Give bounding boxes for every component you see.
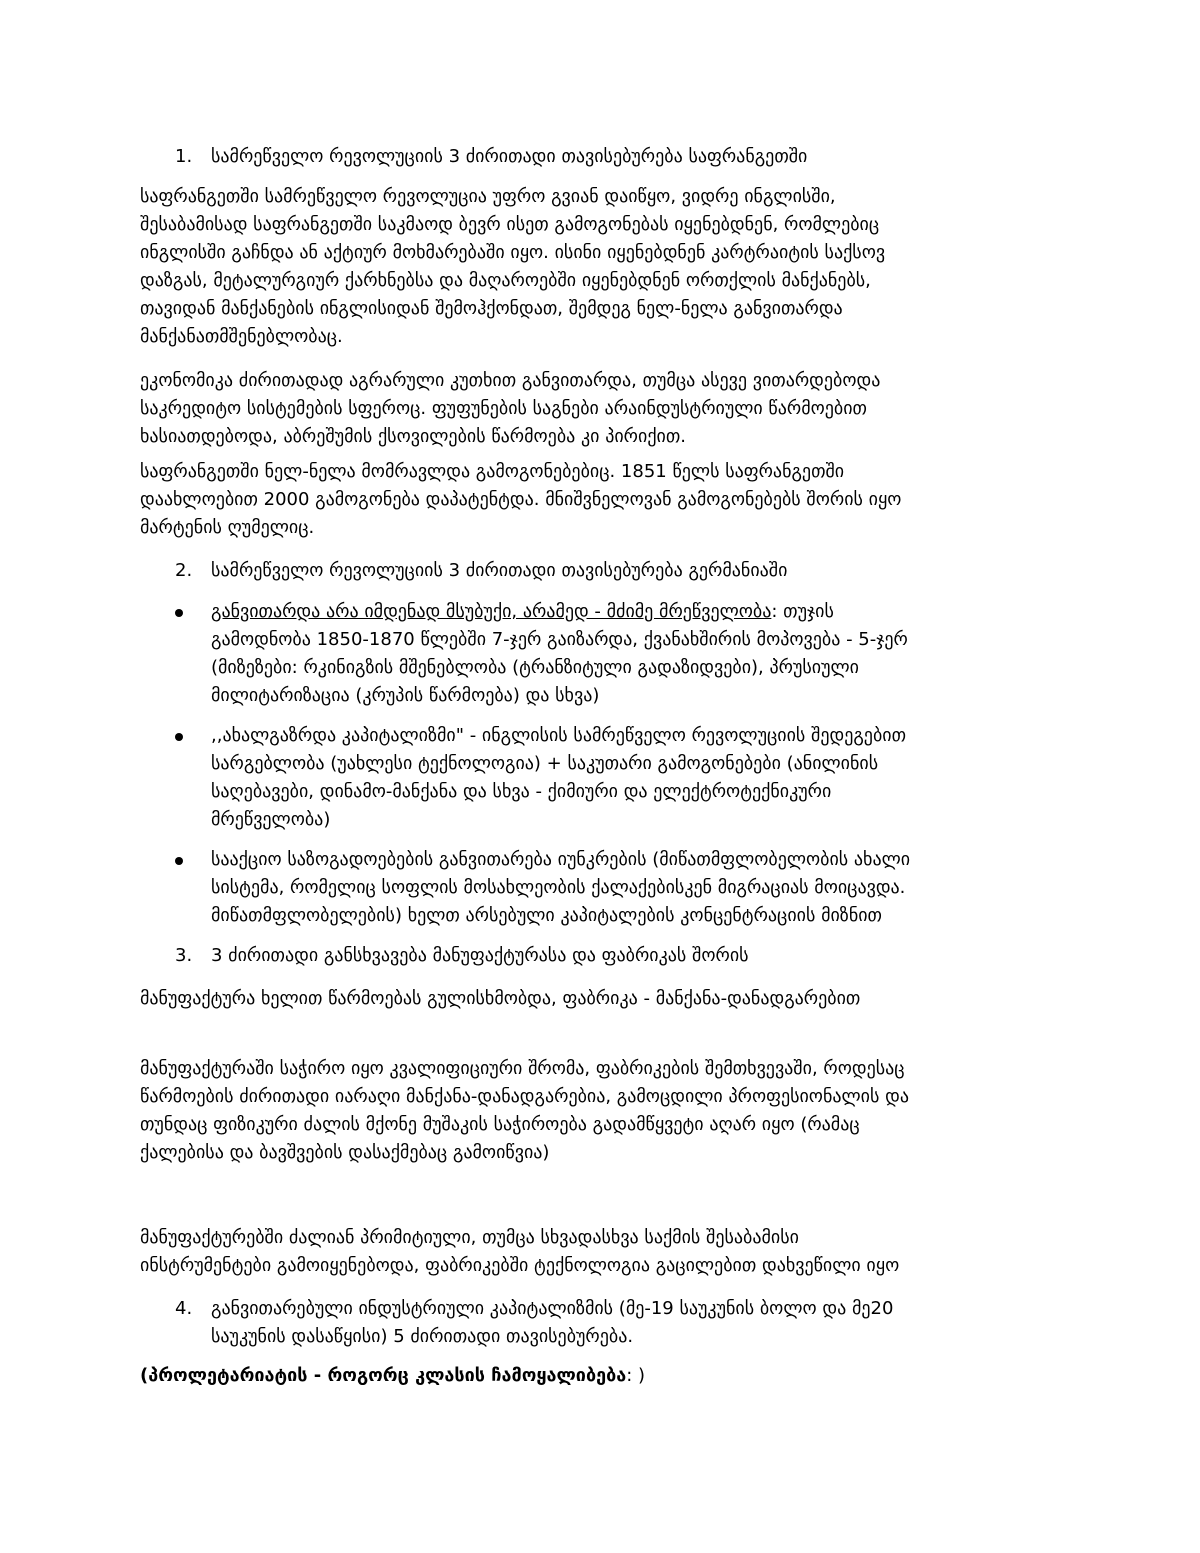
text-line: შესაბამისად საფრანგეთში საკმაოდ ბევრ ისეთ გამოგონებას იყენებდნენ, რომლებიც [140,214,880,235]
text-line: მანუფაქტურა ხელით წარმოებას გულისხმობდა, ფაბრიკა - მანქანა-დანადგარებით [140,988,861,1009]
text-line: სისტემა, რომელიც სოფლის მოსახლეობის ქალაქებისკენ მიგრაციას მოიცავდა. [211,877,906,898]
text-line: ხასიათდებოდა, აბრეშუმის ქსოვილების წარმოება კი პირიქით. [140,426,686,447]
text-line: დაახლოებით 2000 გამოგონება დაპატენტდა. მნიშვნელოვან გამოგონებებს შორის იყო [140,489,902,510]
paragraph-france-inventions [140,458,1060,542]
text-fragment: : თუჯის [771,601,834,622]
underlined-text: განვითარდა არა იმდენად მსუბუქი, არამედ - მძიმე მრეწველობა [211,601,772,622]
text-line: საღებავები, დინამო-მანქანა და სხვა - ქიმიური და ელექტროტექნიკური [211,781,832,802]
text-line: სააქციო საზოგადოებების განვითარება იუნკრების (მიწათმფლობელობის ახალი [211,849,911,870]
bullet-icon [175,857,183,865]
text-line: საფრანგეთში სამრეწველო რევოლუცია უფრო გვიან დაიწყო, ვიდრე ინგლისში, [140,186,836,207]
bold-text: (პროლეტარიატის - როგორც კლასის ჩამოყალიბება [140,1365,627,1386]
bullet-icon [175,733,183,741]
paragraph-proletariat [140,1362,1060,1390]
text-line: თავიდან მანქანების ინგლისიდან შემოჰქონდათ, შემდეგ ნელ-ნელა განვითარდა [140,298,843,319]
text-line: მილიტარიზაცია (კრუპის წარმოება) და სხვა) [211,685,600,706]
text-line: მიწათმფლობელების) ხელთ არსებული კაპიტალების კონცენტრაციის მიზნით [211,905,882,926]
list-item-text: განვითარებული ინდუსტრიული კაპიტალიზმის (მე-19 საუკუნის ბოლო და მე20 [211,1298,894,1319]
text-line: საკრედიტო სისტემების სფეროც. ფუფუნების საგნები არაინდუსტრიული წარმოებით [140,398,867,419]
text-line: ინსტრუმენტები გამოიყენებოდა, ფაბრიკებში ტექნოლოგია გაცილებით დახვეწილი იყო [140,1255,900,1276]
text-line: ქალებისა და ბავშვების დასაქმებაც გამოიწვია) [140,1142,550,1163]
list-item-text: 3 ძირითადი განსხვავება მანუფაქტურასა და ფაბრიკას შორის [211,945,749,966]
text-line: წარმოების ძირითადი იარაღი მანქანა-დანადგარებია, გამოცდილი პროფესიონალის და [140,1086,909,1107]
text-fragment: : ) [626,1365,645,1386]
bullet-icon [175,609,183,617]
list-item-text: სამრეწველო რევოლუციის 3 ძირითადი თავისებურება გერმანიაში [211,560,788,581]
text-line: ეკონომიკა ძირითადად აგრარული კუთხით განვითარდა, თუმცა ასევე ვითარდებოდა [140,370,881,391]
text-line: ინგლისში გაჩნდა ან აქტიურ მოხმარებაში იყო. ისინი იყენებდნენ კარტრაიტის საქსოვ [140,242,886,263]
list-item-text: სამრეწველო რევოლუციის 3 ძირითადი თავისებურება საფრანგეთში [211,146,808,167]
paragraph-france-economy [140,367,1060,451]
text-line: დაზგას, მეტალურგიურ ქარხნებსა და მაღაროებში იყენებდნენ ორთქლის მანქანებს, [140,270,871,291]
text-line: მანუფაქტურებში ძალიან პრიმიტიული, თუმცა სხვადასხვა საქმის შესაბამისი [140,1227,799,1248]
text-line: მანუფაქტურაში საჭირო იყო კვალიფიციური შრომა, ფაბრიკების შემთხვევაში, როდესაც [140,1058,905,1079]
paragraph-qualified-labor [140,1055,1060,1167]
list-number: 2. [175,560,193,581]
list-number: 3. [175,945,193,966]
text-line: მანქანათმშენებლობაც. [140,326,343,347]
text-line: საფრანგეთში ნელ-ნელა მომრავლდა გამოგონებებიც. 1851 წელს საფრანგეთში [140,461,845,482]
text-line: თუნდაც ფიზიკური ძალის მქონე მუშაკის საჭიროება გადამწყვეტი აღარ იყო (რამაც [140,1114,860,1135]
list-number: 1. [175,146,193,167]
text-line: სარგებლობა (უახლესი ტექნოლოგია) + საკუთარი გამოგონებები (ანილინის [211,753,879,774]
text-line: (მიზეზები: რკინიგზის მშენებლობა (ტრანზიტული გადაზიდვები), პრუსიული [211,657,859,678]
list-number: 4. [175,1298,193,1319]
text-line: მარტენის ღუმელიც. [140,517,315,538]
paragraph-manufacture-definition [140,985,1060,1013]
text-line: ,,ახალგაზრდა კაპიტალიზმი" - ინგლისის სამრეწველო რევოლუციის შედეგებით [211,725,906,746]
text-line: მრეწველობა) [211,809,331,830]
paragraph-france-intro [140,183,1060,351]
paragraph-tools [140,1224,1060,1280]
text-line: გამოდნობა 1850-1870 წლებში 7-ჯერ გაიზარდა, ქვანახშირის მოპოვება - 5-ჯერ [211,629,908,650]
list-item-text: საუკუნის დასაწყისი) 5 ძირითადი თავისებურება. [211,1326,634,1347]
